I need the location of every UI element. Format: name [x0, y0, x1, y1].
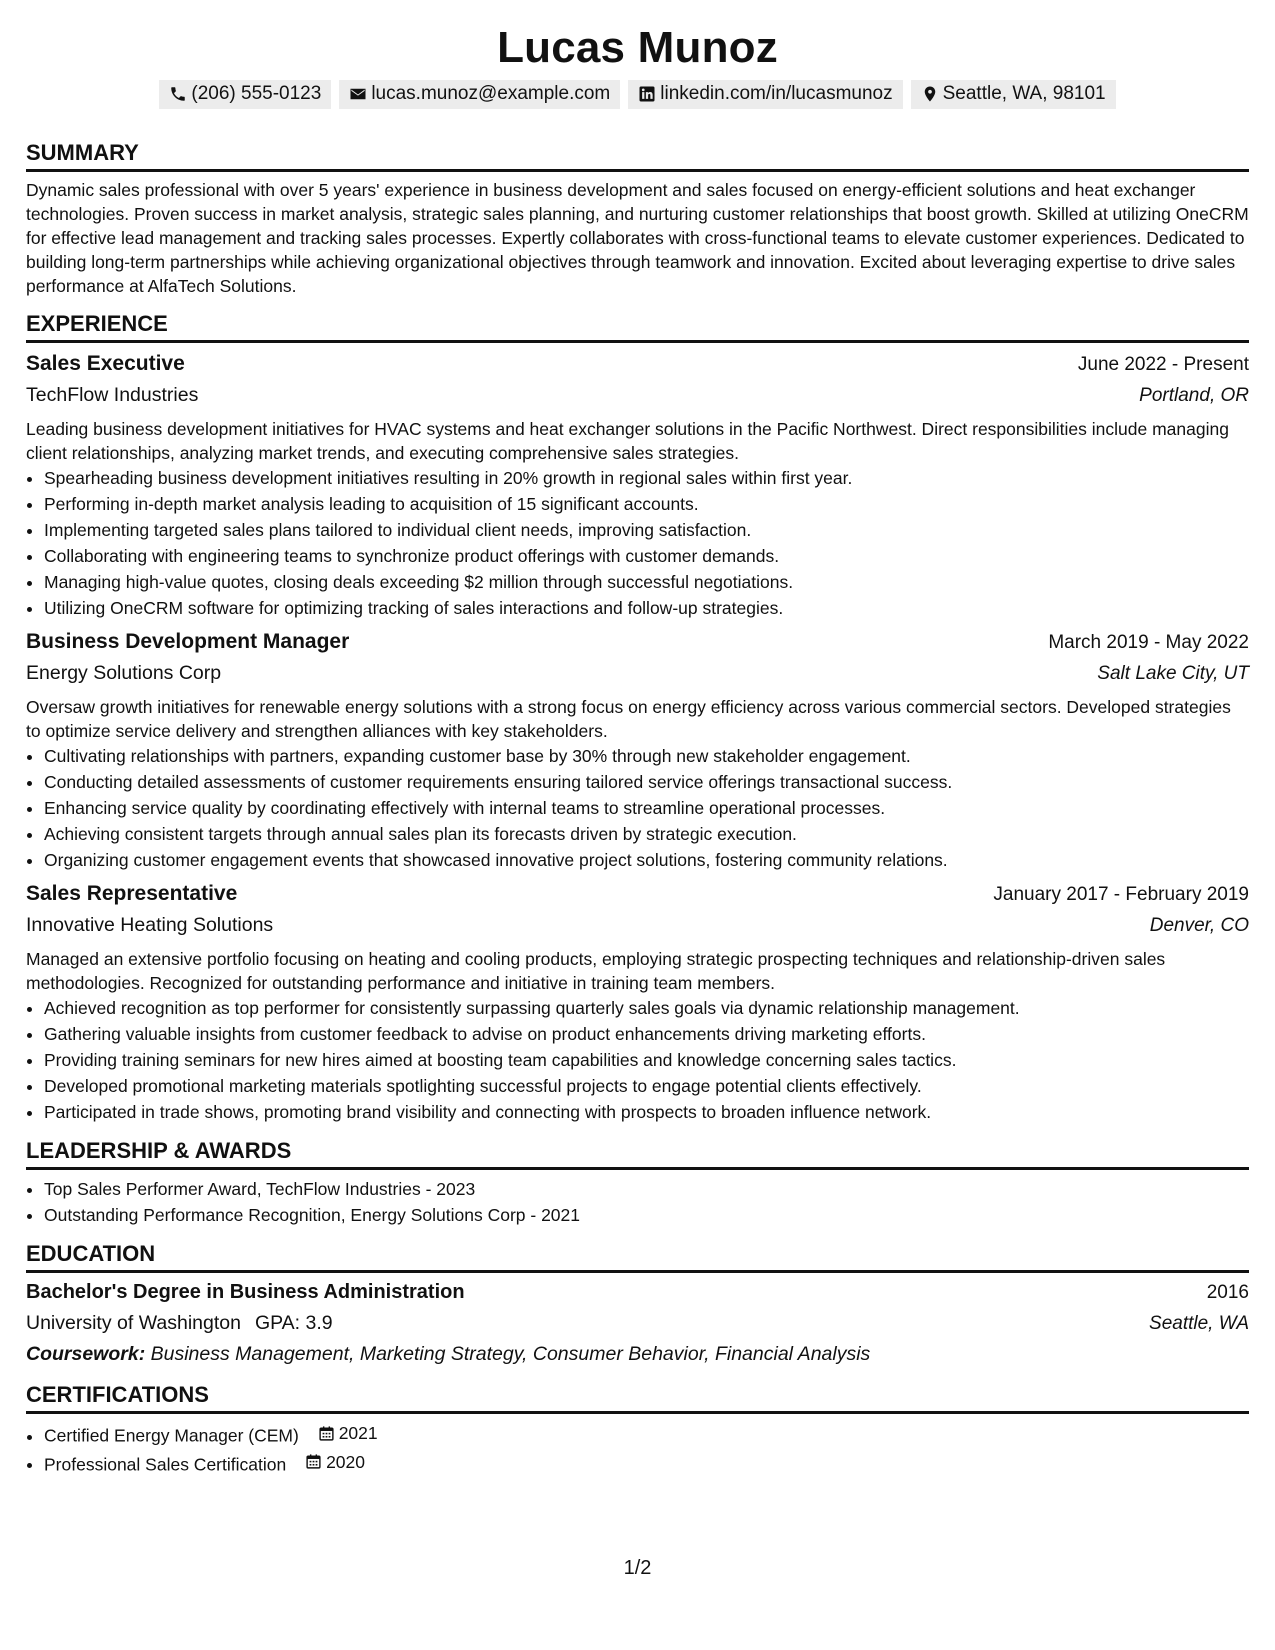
- contact-bar: [26, 80, 1249, 109]
- job-company: Innovative Heating Solutions: [26, 914, 274, 936]
- certification-year: 2020: [326, 1451, 366, 1472]
- experience-section: [26, 310, 1249, 1125]
- education-year: 2016: [1206, 1282, 1249, 1303]
- list-item: • Spearheading business development initiatives resulting in 20% growth in regional sales within first year.: [44, 465, 1249, 491]
- list-item: • Conducting detailed assessments of customer requirements ensuring tailored service offerings transactional success.: [44, 769, 1249, 795]
- job-dates: January 2017 - February 2019: [993, 884, 1249, 905]
- awards-section: [26, 1137, 1249, 1228]
- job-entry: [26, 627, 1249, 873]
- job-description: Managed an extensive portfolio focusing on heating and cooling products, employing strategic prospecting techniques and relationship-driven sales methodologies. Recognized for outstanding performance and initiative in training team members.: [26, 949, 1166, 993]
- certifications-section: [26, 1381, 1249, 1477]
- job-location: Portland, OR: [1139, 385, 1249, 406]
- education-school-line: [26, 1308, 333, 1338]
- certification-date: [305, 1449, 365, 1475]
- awards-list: [26, 1176, 1249, 1228]
- list-item: [44, 1449, 1249, 1478]
- list-item: • Developed promotional marketing materials spotlighting successful projects to engage potential clients effectively.: [44, 1073, 1249, 1099]
- calendar-icon: [318, 1425, 335, 1442]
- envelope-icon: [349, 85, 367, 103]
- list-item: • Enhancing service quality by coordinating effectively with internal teams to streamline operational processes.: [44, 795, 1249, 821]
- job-bullets: [26, 743, 1249, 873]
- candidate-name: Lucas Munoz: [497, 23, 778, 72]
- education-gpa: GPA: 3.9: [254, 1312, 333, 1334]
- job-entry: [26, 349, 1249, 621]
- summary-heading: SUMMARY: [26, 139, 1249, 172]
- job-location: Salt Lake City, UT: [1097, 663, 1249, 684]
- contact-phone-text: (206) 555-0123: [191, 83, 322, 104]
- list-item: • Cultivating relationships with partners, expanding customer base by 30% through new stakeholder engagement.: [44, 743, 1249, 769]
- contact-phone[interactable]: [159, 80, 331, 109]
- experience-heading: EXPERIENCE: [26, 310, 1249, 343]
- job-description: Oversaw growth initiatives for renewable energy solutions with a strong focus on energy efficiency across various commercial sectors. Developed strategies to optimize service delivery and strengthen alliances with key stakeholders.: [26, 697, 1231, 741]
- education-heading: EDUCATION: [26, 1240, 1249, 1273]
- job-entry: [26, 879, 1249, 1125]
- list-item: • Collaborating with engineering teams to synchronize product offerings with customer demands.: [44, 543, 1249, 569]
- phone-icon: [169, 85, 187, 103]
- job-description: Leading business development initiatives for HVAC systems and heat exchanger solutions in the Pacific Northwest. Direct responsibilities include managing client relationships, analyzing market trends, and executing comprehensive sales strategies.: [26, 419, 1229, 463]
- certifications-list: [26, 1420, 1249, 1477]
- summary-text: Dynamic sales professional with over 5 years' experience in business development and sales focused on energy-efficient solutions and heat exchanger technologies. Proven success in market analysis, strategic sales planning, and nurturing customer relationships that boost growth. Skilled at utilizing OneCRM for effective lead management and tracking sales processes. Expertly collaborates with cross-functional teams to elevate customer experiences. Dedicated to building long-term partnerships while achieving organizational objectives through teamwork and innovation. Excited about leveraging expertise to drive sales performance at AlfaTech Solutions.: [26, 180, 1249, 296]
- job-title: Sales Representative: [26, 882, 238, 905]
- map-pin-icon: [921, 85, 939, 103]
- list-item: • Outstanding Performance Recognition, Energy Solutions Corp - 2021: [44, 1202, 1249, 1228]
- education-location: Seattle, WA: [1149, 1313, 1249, 1334]
- list-item: • Achieving consistent targets through annual sales plan its forecasts driven by strategic execution.: [44, 821, 1249, 847]
- certification-name: Certified Energy Manager (CEM): [44, 1425, 299, 1446]
- certification-date: [318, 1420, 378, 1446]
- job-bullets: [26, 465, 1249, 621]
- list-item: • Utilizing OneCRM software for optimizing tracking of sales interactions and follow-up strategies.: [44, 595, 1249, 621]
- education-coursework: [26, 1339, 1249, 1369]
- contact-location-text: Seattle, WA, 98101: [942, 83, 1106, 104]
- certification-year: 2021: [338, 1423, 378, 1443]
- list-item: • Managing high-value quotes, closing deals exceeding $2 million through successful negotiations.: [44, 569, 1249, 595]
- coursework-label: Coursework:: [26, 1343, 146, 1365]
- linkedin-icon: [638, 85, 656, 103]
- education-degree: Bachelor's Degree in Business Administration: [26, 1281, 465, 1303]
- education-entry: [26, 1277, 1249, 1369]
- list-item: • Implementing targeted sales plans tailored to individual client needs, improving satisfaction.: [44, 517, 1249, 543]
- job-bullets: [26, 995, 1249, 1125]
- list-item: • Gathering valuable insights from customer feedback to advise on product enhancements driving marketing efforts.: [44, 1021, 1249, 1047]
- certifications-heading: CERTIFICATIONS: [26, 1381, 1249, 1414]
- calendar-icon: [305, 1453, 322, 1470]
- certification-name: Professional Sales Certification: [44, 1454, 287, 1474]
- list-item: • Achieved recognition as top performer for consistently surpassing quarterly sales goals via dynamic relationship management.: [44, 995, 1249, 1021]
- job-company: TechFlow Industries: [26, 384, 199, 406]
- awards-heading: LEADERSHIP & AWARDS: [26, 1137, 1249, 1170]
- job-company: Energy Solutions Corp: [26, 662, 222, 684]
- contact-linkedin[interactable]: [628, 80, 902, 109]
- education-section: [26, 1240, 1249, 1369]
- list-item: • Organizing customer engagement events that showcased innovative project solutions, fostering community relations.: [44, 847, 1249, 873]
- list-item: • Participated in trade shows, promoting brand visibility and connecting with prospects to broaden influence network.: [44, 1099, 1249, 1125]
- job-dates: June 2022 - Present: [1077, 354, 1249, 375]
- contact-email-text: lucas.munoz@example.com: [371, 83, 611, 104]
- job-title: Sales Executive: [26, 352, 185, 375]
- job-dates: March 2019 - May 2022: [1048, 632, 1249, 653]
- coursework-text: Business Management, Marketing Strategy, Consumer Behavior, Financial Analysis: [150, 1343, 871, 1365]
- list-item: [44, 1420, 1249, 1449]
- job-title: Business Development Manager: [26, 630, 350, 653]
- summary-section: [26, 139, 1249, 298]
- page-number: 1/2: [623, 1557, 652, 1579]
- contact-location: [911, 80, 1116, 109]
- list-item: • Providing training seminars for new hires aimed at boosting team capabilities and knowledge concerning sales tactics.: [44, 1047, 1249, 1073]
- job-location: Denver, CO: [1149, 915, 1249, 936]
- contact-email[interactable]: [339, 80, 620, 109]
- list-item: • Performing in-depth market analysis leading to acquisition of 15 significant accounts.: [44, 491, 1249, 517]
- education-school: University of Washington: [26, 1312, 241, 1334]
- list-item: • Top Sales Performer Award, TechFlow Industries - 2023: [44, 1176, 1249, 1202]
- contact-linkedin-text: linkedin.com/in/lucasmunoz: [660, 83, 893, 104]
